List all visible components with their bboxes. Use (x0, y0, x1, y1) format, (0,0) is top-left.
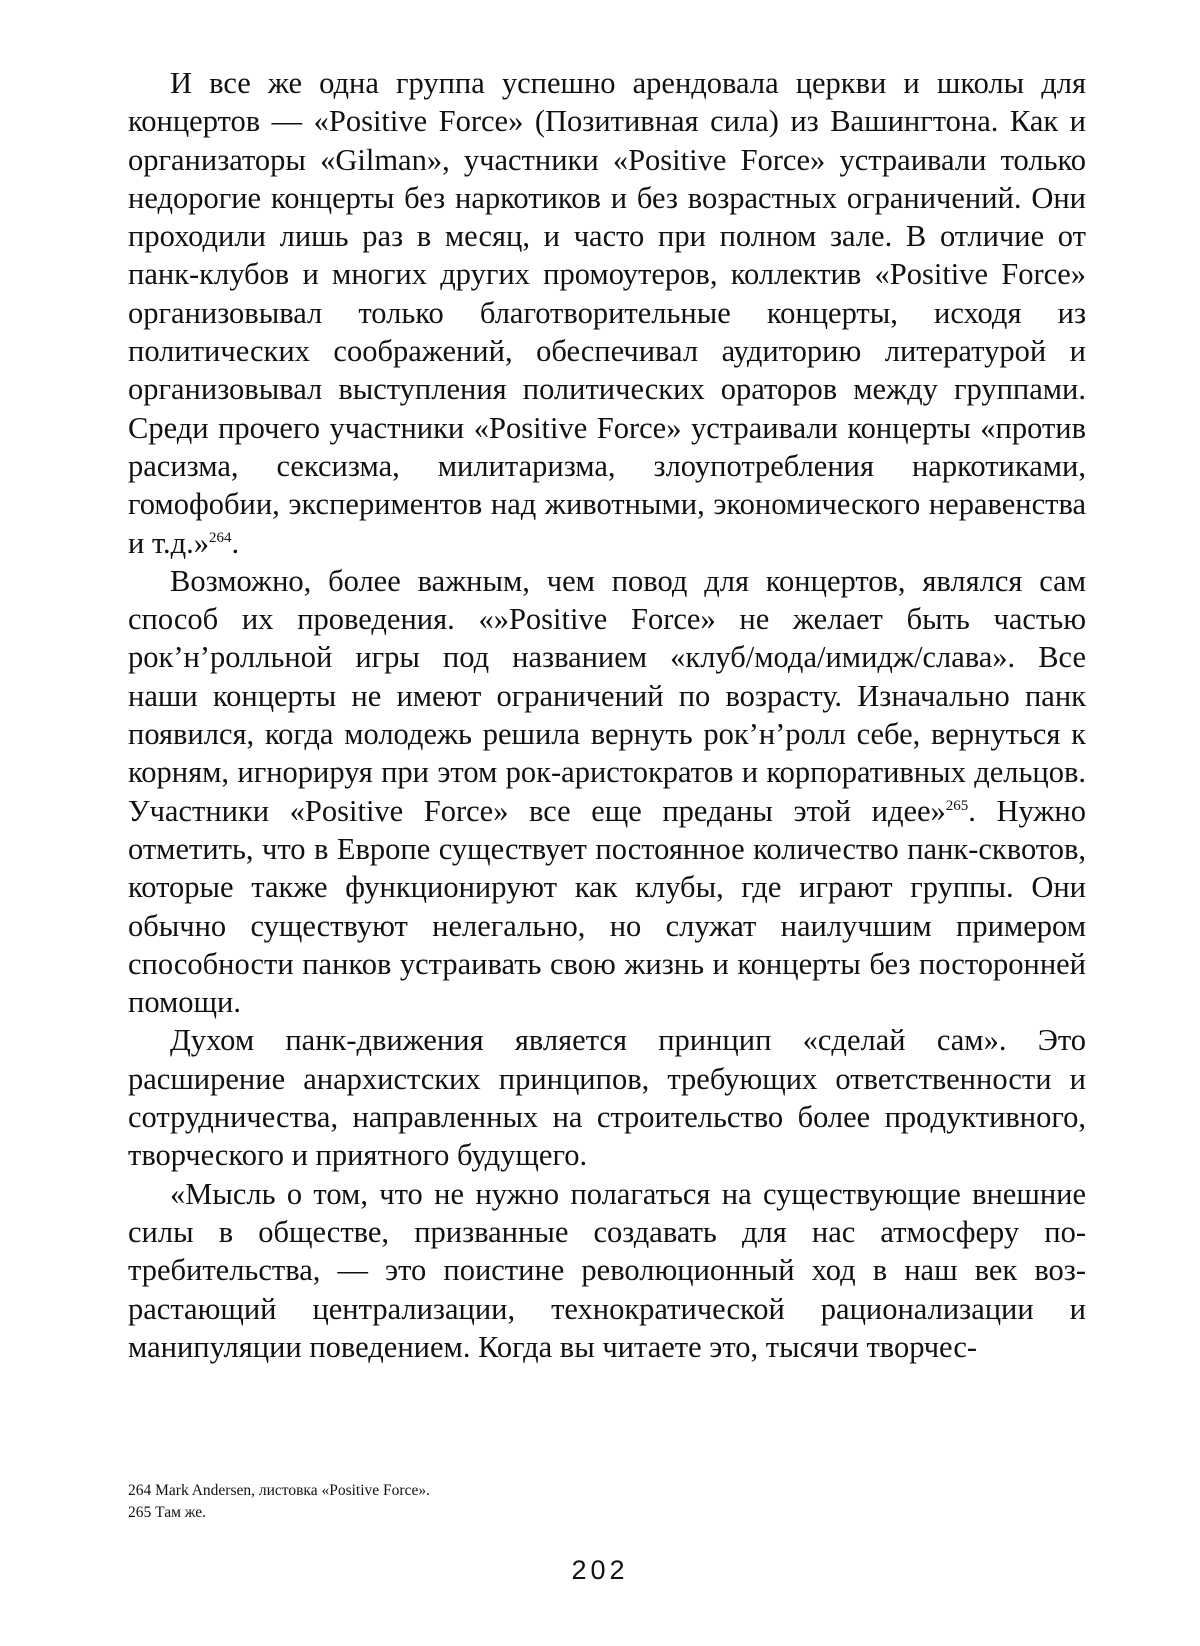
paragraph-3 (128, 1021, 1086, 1174)
paragraph-tail: . (231, 525, 240, 560)
footnote-ref-264: 264 (209, 529, 232, 546)
main-text (128, 64, 1086, 1366)
footnote-ref-265: 265 (945, 797, 969, 814)
paragraph-2 (128, 562, 1086, 1022)
paragraph-tail: . Нужно отметить, что в Европе существует постоянное количество панк-сквотов, которые также функционируют как клубы, где играют группы. Они обычно существуют нелегально, но служат наилучшим примером способности панков устраивать свою жизнь и концерты без посторонней помощи. (128, 793, 1086, 1020)
paragraph-4 (128, 1175, 1086, 1366)
paragraph-text: Духом панк-движения является принцип «сделай сам». Это расширение анархистских принципов, требующих ответственности и сотрудничества, направленных на строительство более продуктивного, творческого и приятного будущего. (128, 1023, 1086, 1173)
paragraph-1 (128, 64, 1086, 562)
page-number: 202 (571, 1555, 629, 1585)
paragraph-text: «Мысль о том, что не нужно полагаться на существующие внешние силы в обществе, призванные создавать для нас атмосферу потребительства, — это поистине революционный ход в наш век возрастающий централизации, технократической рационализации и манипуляции поведением. Когда вы читаете это, тысячи творчес- (128, 1176, 1086, 1364)
footnote-264: 264 Mark Andersen, листовка «Positive Force». (128, 1482, 430, 1499)
paragraph-text: Возможно, более важным, чем повод для концертов, являлся сам способ их проведения. «»Positive Force» не желает быть частью рок’н’ролльной игры под названием «клуб/мода/имидж/слава». Все наши концерты не имеют ограничений по возрасту. Изначально панк появился, когда молодежь решила вернуть рок’н’ролл себе, вернуться к корням, игнорируя при этом рок-аристократов и корпоративных дельцов. Участники «Positive Force» все еще преданы этой идее» (128, 563, 1086, 828)
footnote-265: 265 Там же. (128, 1504, 207, 1521)
paragraph-text: И все же одна группа успешно арендовала церкви и школы для концертов — «Positive Force» (Позитивная сила) из Вашингтона. Как и организаторы «Gilman», участники «Positive Force» устраивали только недорогие концерты без наркотиков и без возрастных ограничений. Они проходили лишь раз в месяц, и часто при полном зале. В отличие от панк-клубов и многих других промоутеров, коллектив «Positive Force» организовывал только благотворительные концерты, исходя из политических соображений, обеспечивал аудиторию литературой и организовывал выступления политических ораторов между группами. Среди прочего участники «Positive Force» устраивали концерты «против расизма, сексизма, милитаризма, злоупотребления наркотиками, гомофобии, экспериментов над животными, экономического неравенства и т.д.» (128, 66, 1086, 560)
footnotes (128, 1480, 1086, 1524)
